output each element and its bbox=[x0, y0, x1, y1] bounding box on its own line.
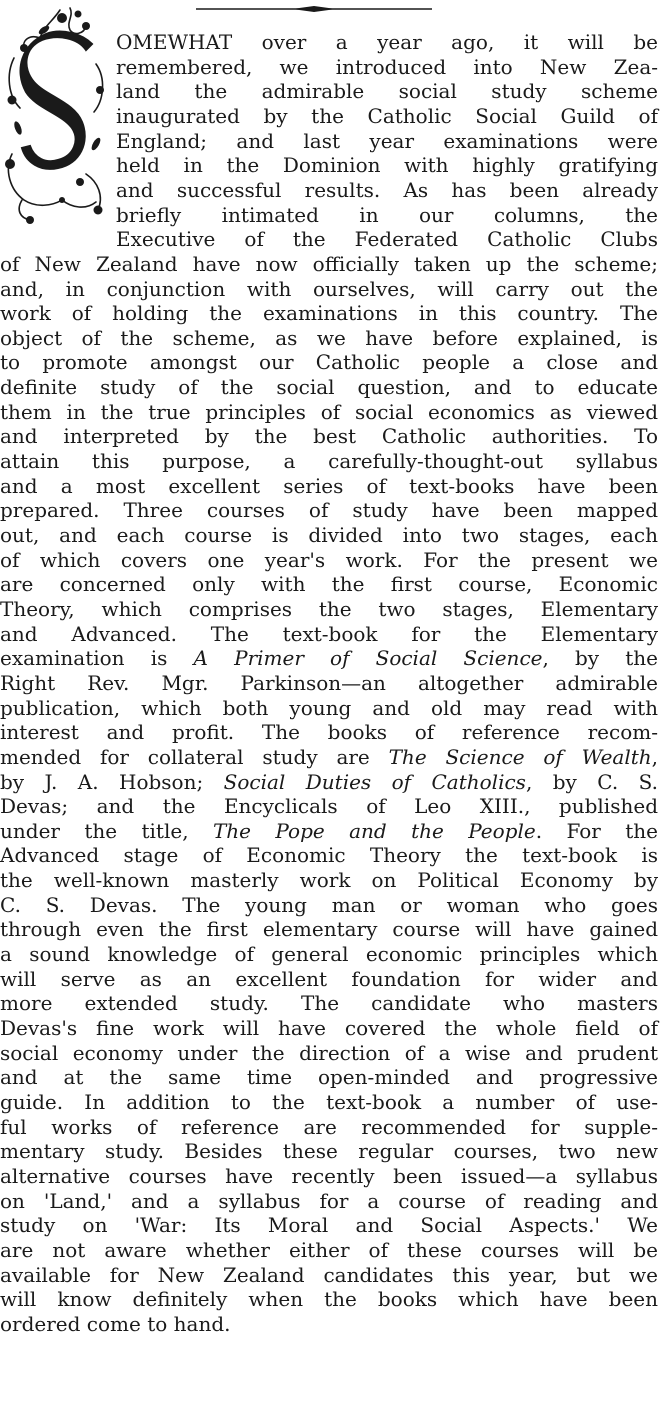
text-line bbox=[0, 893, 658, 918]
text-run: of New Zealand have now officially taken up the scheme; bbox=[0, 251, 658, 276]
text-run: attain this purpose, a carefully-thought-out syllabus bbox=[0, 449, 658, 474]
text-line bbox=[0, 1016, 658, 1041]
text-line bbox=[0, 770, 658, 795]
text-run: the well-known masterly work on Political Economy by bbox=[0, 868, 658, 893]
text-line bbox=[0, 252, 658, 277]
text-run: out, and each course is divided into two stages, each bbox=[0, 523, 658, 547]
text-line bbox=[0, 696, 658, 721]
text-line bbox=[0, 326, 658, 351]
text-line bbox=[0, 449, 658, 474]
text-run: will know definitely when the books which have been bbox=[0, 1287, 658, 1312]
text-run: on 'Land,' and a syllabus for a course of reading and bbox=[0, 1188, 658, 1213]
text-run: Theory, which comprises the two stages, Elementary bbox=[0, 596, 658, 621]
text-line bbox=[0, 720, 658, 745]
text-line bbox=[0, 868, 658, 893]
text-run: a sound knowledge of general economic principles which bbox=[0, 942, 658, 967]
text-run: ful works of reference are recommended for supple- bbox=[0, 1114, 658, 1139]
text-line bbox=[116, 55, 658, 80]
text-run: remembered, we introduced into New Zea- bbox=[116, 54, 658, 79]
text-run: more extended study. The candidate who masters bbox=[0, 991, 658, 1016]
text-line bbox=[0, 671, 658, 696]
text-line bbox=[116, 227, 658, 252]
text-line bbox=[0, 277, 658, 302]
text-line bbox=[0, 622, 658, 647]
text-run: are concerned only with the first course, Economic bbox=[0, 572, 658, 597]
text-line bbox=[0, 1041, 658, 1066]
text-run: object of the scheme, as we have before explained, is bbox=[0, 325, 658, 350]
text-run: alternative courses have recently been issued—a syllabus bbox=[0, 1163, 658, 1188]
italic-title: The Pope and the People bbox=[212, 818, 536, 843]
text-line bbox=[0, 424, 658, 449]
italic-title: Social Duties of Catholics bbox=[223, 769, 526, 794]
text-run: them in the true principles of social economics as viewed bbox=[0, 399, 658, 424]
text-line bbox=[0, 1139, 658, 1164]
text-run: and Advanced. The text-book for the Elementary bbox=[0, 621, 658, 646]
text-line bbox=[0, 819, 658, 844]
text-run: and successful results. As has been already bbox=[116, 177, 658, 202]
text-run: mentary study. Besides these regular courses, two new bbox=[0, 1139, 658, 1164]
text-line bbox=[0, 523, 658, 548]
text-line bbox=[0, 1189, 658, 1214]
text-run: Right Rev. Mgr. Parkinson—an altogether admirable bbox=[0, 670, 658, 695]
text-line bbox=[0, 794, 658, 819]
text-run: inaugurated by the Catholic Social Guild of bbox=[116, 103, 658, 128]
text-run: interest and profit. The books of reference recom- bbox=[0, 720, 658, 745]
text-line bbox=[0, 991, 658, 1016]
text-line bbox=[116, 104, 658, 129]
text-line bbox=[0, 1238, 658, 1263]
text-run: under the title, bbox=[0, 818, 213, 843]
text-run: , by the bbox=[542, 646, 658, 671]
text-run: ordered come to hand. bbox=[0, 1311, 231, 1336]
text-line bbox=[0, 1263, 658, 1288]
text-run: and a most excellent series of text-books have been bbox=[0, 473, 658, 498]
text-line bbox=[0, 597, 658, 622]
text-line bbox=[0, 942, 658, 967]
text-run: England; and last year examinations were bbox=[116, 128, 658, 153]
text-line bbox=[0, 745, 658, 770]
text-line bbox=[0, 375, 658, 400]
text-line bbox=[0, 1065, 658, 1090]
text-run: by J. A. Hobson; bbox=[0, 769, 224, 794]
text-line bbox=[0, 1312, 658, 1337]
text-line bbox=[0, 400, 658, 425]
text-run: mended for collateral study are bbox=[0, 744, 389, 769]
text-line bbox=[116, 30, 658, 55]
text-run: and, in conjunction with ourselves, will carry out the bbox=[0, 276, 658, 301]
text-line bbox=[0, 646, 658, 671]
header-rule-ornament bbox=[196, 6, 432, 12]
text-line bbox=[116, 153, 658, 178]
text-run: through even the first elementary course will have gained bbox=[0, 917, 658, 942]
text-line bbox=[0, 917, 658, 942]
text-run: land the admirable social study scheme bbox=[116, 79, 658, 104]
text-line bbox=[0, 498, 658, 523]
text-run: definite study of the social question, and to educate bbox=[0, 375, 658, 400]
text-run: study on 'War: Its Moral and Social Aspects.' We bbox=[0, 1213, 658, 1238]
text-line bbox=[116, 178, 658, 203]
text-run: C. S. Devas. The young man or woman who goes bbox=[0, 892, 658, 917]
text-run: and interpreted by the best Catholic authorities. To bbox=[0, 424, 658, 449]
text-run: OMEWHAT over a year ago, it will be bbox=[116, 30, 658, 54]
text-line bbox=[0, 1090, 658, 1115]
italic-title: The Science of Wealth bbox=[388, 744, 652, 769]
italic-title: A Primer of Social Science bbox=[193, 646, 543, 671]
text-run: examination is bbox=[0, 646, 194, 671]
text-run: Devas; and the Encyclicals of Leo XIII., published bbox=[0, 794, 658, 819]
text-line bbox=[116, 129, 658, 154]
text-run: briefly intimated in our columns, the bbox=[116, 202, 658, 227]
text-run: to promote amongst our Catholic people a close and bbox=[0, 350, 658, 375]
text-run: , by C. S. bbox=[525, 769, 658, 794]
text-line bbox=[116, 203, 658, 228]
text-line bbox=[0, 1115, 658, 1140]
text-line bbox=[0, 1164, 658, 1189]
text-line bbox=[0, 1213, 658, 1238]
text-run: , bbox=[651, 744, 658, 769]
text-run: available for New Zealand candidates this year, but we bbox=[0, 1262, 658, 1287]
text-run: guide. In addition to the text-book a number of use- bbox=[0, 1089, 658, 1114]
text-line bbox=[0, 843, 658, 868]
text-line bbox=[116, 79, 658, 104]
text-run: social economy under the direction of a wise and prudent bbox=[0, 1040, 658, 1065]
text-run: held in the Dominion with highly gratifying bbox=[116, 153, 658, 178]
text-run: . For the bbox=[535, 818, 658, 843]
text-line bbox=[0, 350, 658, 375]
text-line bbox=[0, 548, 658, 573]
text-run: Executive of the Federated Catholic Clubs bbox=[116, 227, 658, 252]
text-line bbox=[0, 1287, 658, 1312]
text-run: of which covers one year's work. For the present we bbox=[0, 547, 658, 572]
text-run: publication, which both young and old may read with bbox=[0, 695, 658, 720]
text-run: Advanced stage of Economic Theory the text-book is bbox=[0, 843, 658, 868]
text-line bbox=[0, 474, 658, 499]
text-line bbox=[0, 967, 658, 992]
text-run: will serve as an excellent foundation for wider and bbox=[0, 966, 658, 991]
decorative-initial-s bbox=[0, 4, 112, 226]
text-run: and at the same time open-minded and progressive bbox=[0, 1065, 658, 1090]
text-line bbox=[0, 572, 658, 597]
text-line bbox=[0, 301, 658, 326]
text-run: work of holding the examinations in this country. The bbox=[0, 301, 658, 326]
text-run: Devas's fine work will have covered the whole field of bbox=[0, 1016, 658, 1040]
text-run: are not aware whether either of these courses will be bbox=[0, 1237, 658, 1262]
text-run: prepared. Three courses of study have been mapped bbox=[0, 498, 658, 523]
